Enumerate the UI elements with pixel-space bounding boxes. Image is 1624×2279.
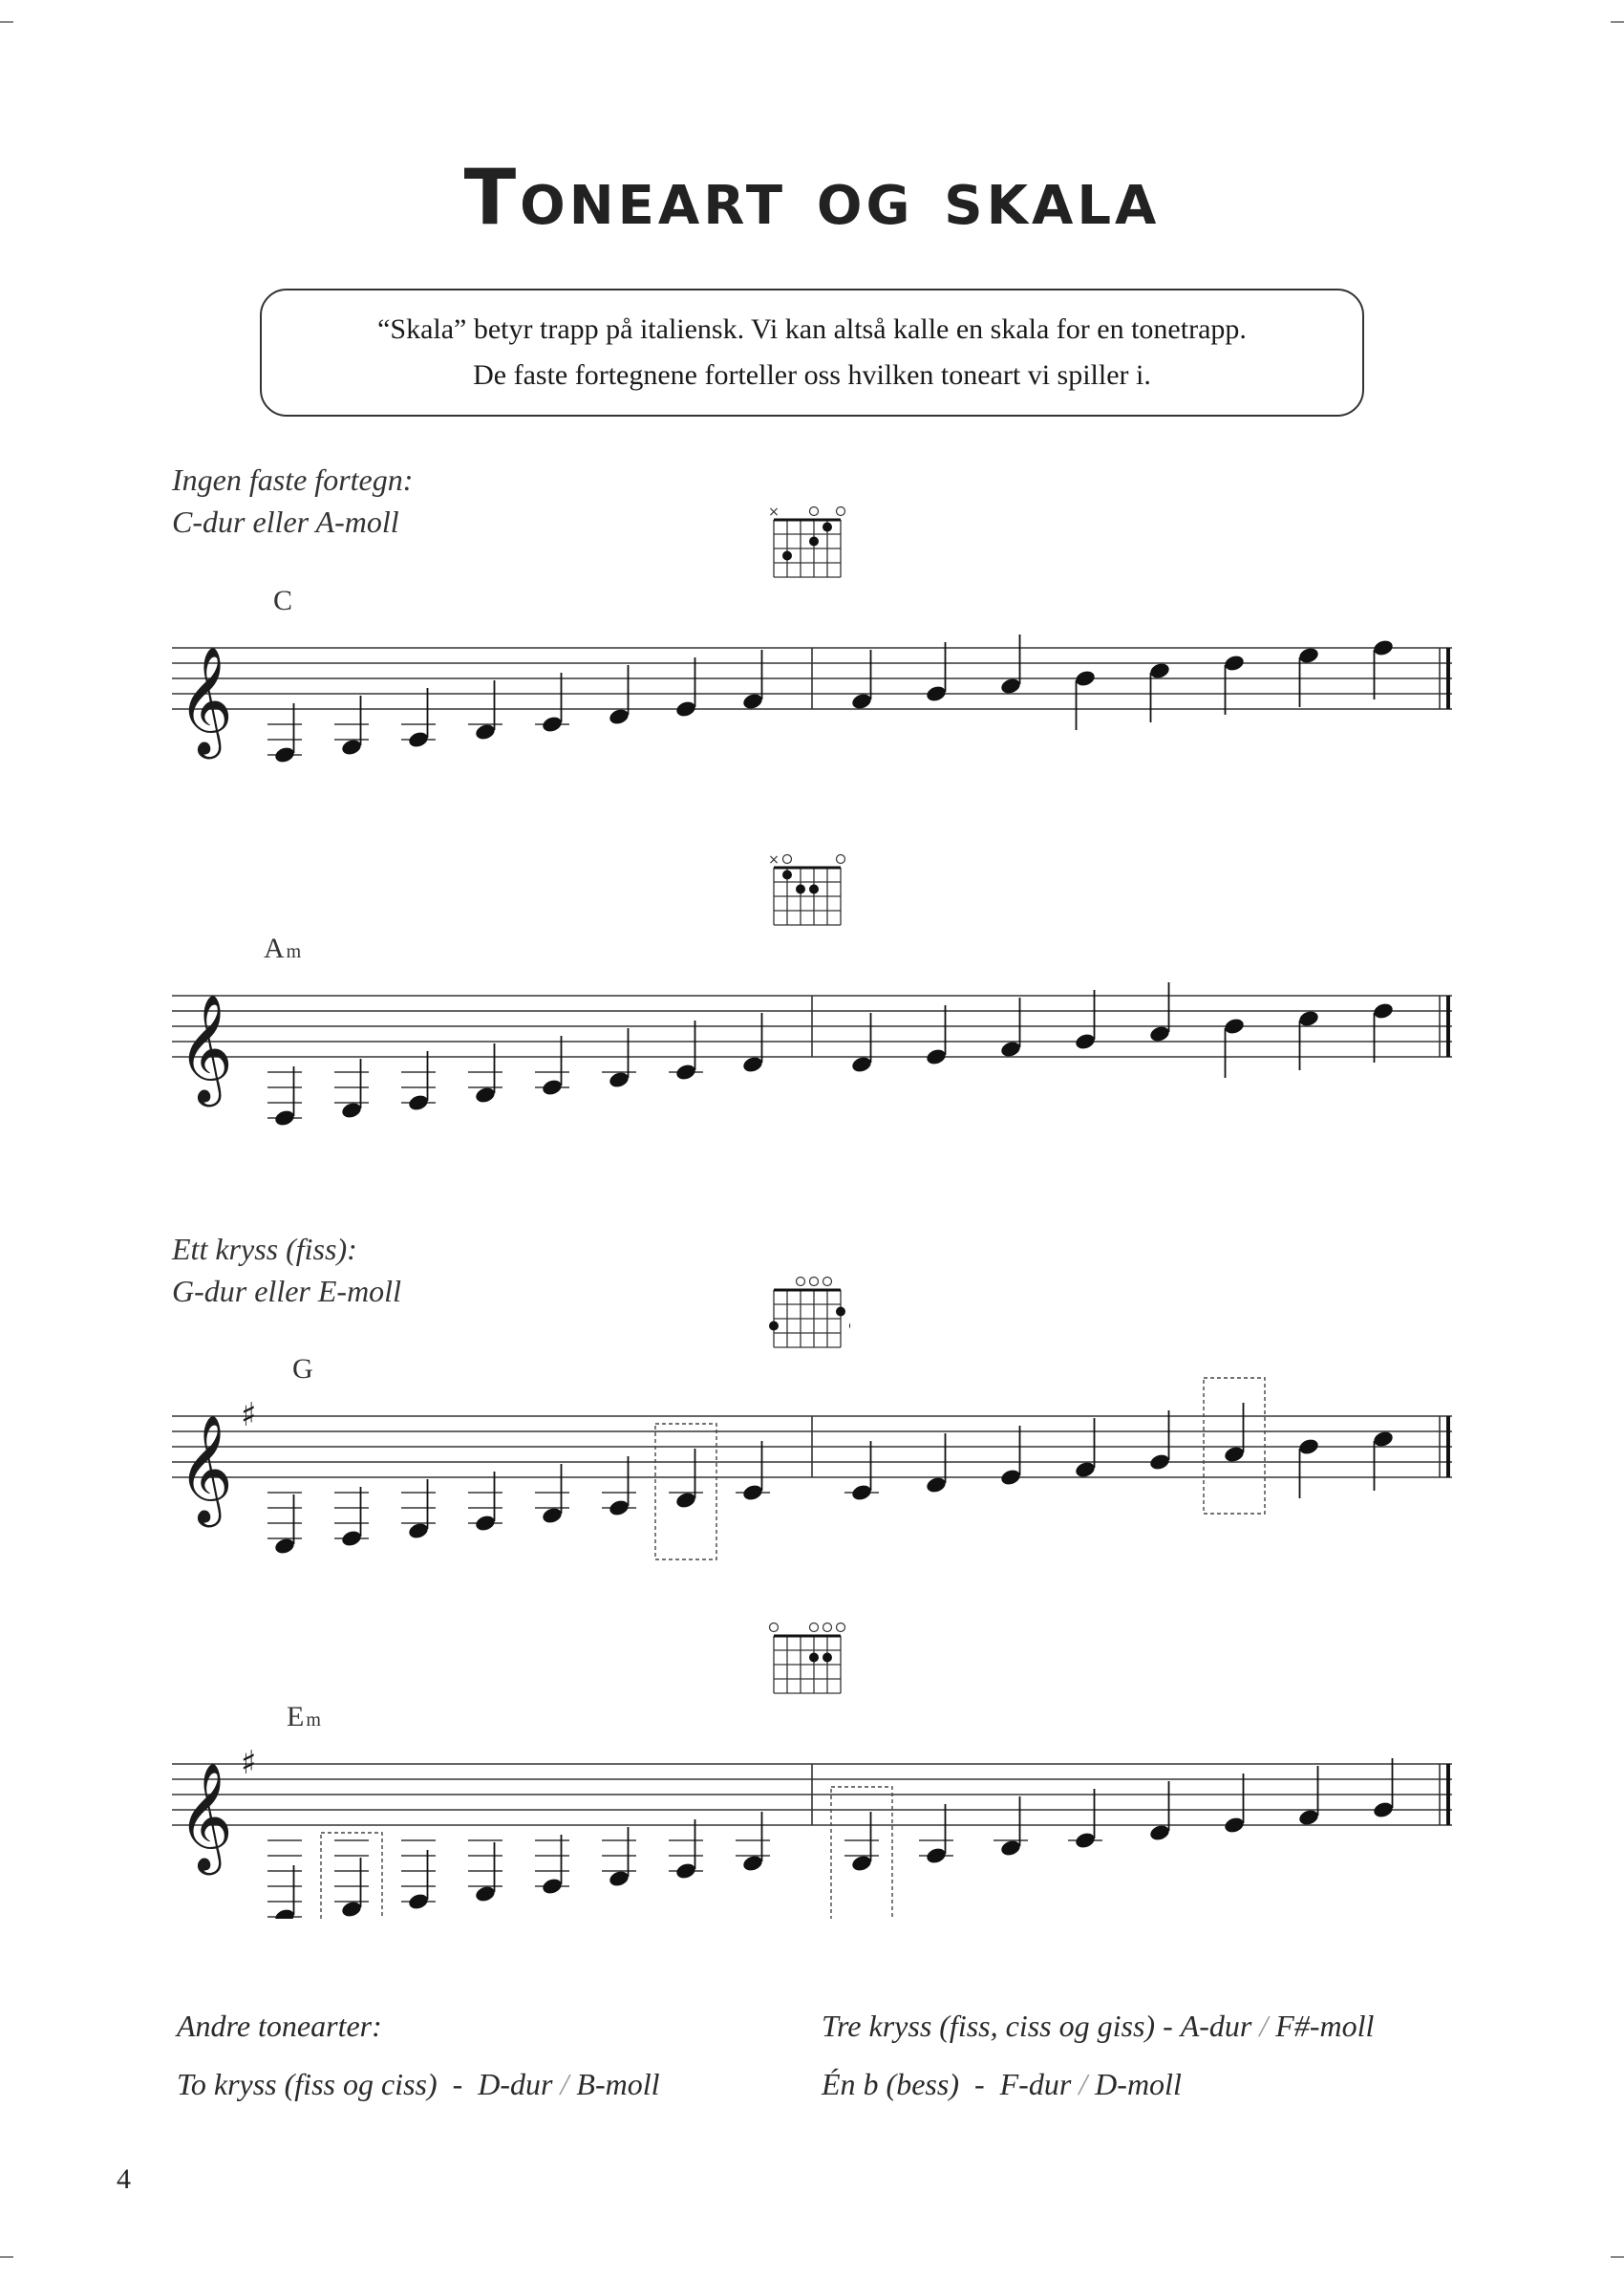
note-head <box>999 1838 1022 1858</box>
note-head <box>608 707 630 726</box>
finger-dot <box>782 551 792 561</box>
finger-dot <box>823 523 832 532</box>
highlight-box <box>831 1787 892 1919</box>
finger-dot <box>849 1322 850 1331</box>
key-sep: - <box>452 2067 463 2101</box>
staff-c-major <box>172 573 1452 803</box>
note-head <box>340 738 363 757</box>
open-string-marker <box>797 1278 805 1286</box>
page-title: Toneart og skala <box>463 153 1161 242</box>
note-head <box>407 1521 430 1540</box>
chord-diagram-em <box>764 1613 850 1699</box>
note-head <box>1297 1808 1320 1827</box>
note-head <box>741 692 764 711</box>
note-head <box>273 745 296 764</box>
open-string-marker <box>823 1278 832 1286</box>
key-major: F-dur <box>999 2067 1072 2101</box>
crop-mark <box>0 2256 13 2258</box>
open-string-marker <box>823 1623 832 1632</box>
section-label <box>172 459 413 543</box>
note-head <box>1074 669 1097 688</box>
note-head <box>340 1101 363 1120</box>
note-head <box>407 1892 430 1911</box>
key-slash: / <box>1259 2009 1269 2043</box>
note-head <box>999 1468 1022 1487</box>
intro-line: “Skala” betyr trapp på italiensk. Vi kan altså kalle en skala for en tonetrapp. <box>377 313 1247 345</box>
note-head <box>407 730 430 749</box>
chord-quality: m <box>306 1709 321 1731</box>
finger-dot <box>782 871 792 880</box>
finger-dot <box>809 537 819 547</box>
treble-clef: 𝄞 <box>178 646 233 755</box>
note-head <box>1297 1009 1320 1028</box>
treble-clef: 𝄞 <box>178 994 233 1103</box>
finger-dot <box>809 885 819 894</box>
note-head <box>1372 1800 1395 1819</box>
finger-dot <box>796 885 805 894</box>
highlight-box <box>1204 1378 1265 1514</box>
chord-quality: m <box>286 941 302 962</box>
note-head <box>474 1086 497 1105</box>
key-major: D-dur <box>478 2067 553 2101</box>
note-head <box>608 1869 630 1888</box>
finger-dot <box>823 1653 832 1663</box>
intro-box <box>260 289 1364 417</box>
note-head <box>925 1846 948 1865</box>
section-label-line: Ett kryss (fiss): <box>172 1232 357 1266</box>
note-head <box>1148 1823 1171 1842</box>
key-desc: Én b (bess) <box>822 2067 959 2101</box>
finger-dot <box>809 1653 819 1663</box>
other-key-one-flat <box>822 2067 1182 2102</box>
chord-root: C <box>273 585 293 616</box>
other-key-three-sharps <box>822 2009 1374 2044</box>
note-head <box>1297 646 1320 665</box>
note-head <box>1372 1430 1395 1449</box>
crop-mark <box>0 21 13 23</box>
staff-e-minor <box>172 1689 1452 1919</box>
note-head <box>340 1529 363 1548</box>
note-head <box>541 1877 564 1896</box>
key-minor: F#-moll <box>1275 2009 1375 2043</box>
chord-root: G <box>292 1353 313 1385</box>
staff-g-major <box>172 1342 1452 1571</box>
note-head <box>541 1506 564 1525</box>
note-head <box>474 722 497 742</box>
note-head <box>541 1078 564 1097</box>
open-string-marker <box>837 507 845 516</box>
chord-diagram-am <box>764 845 850 931</box>
key-major: A-dur <box>1180 2009 1252 2043</box>
other-keys-heading: Andre tonearter: <box>177 2009 382 2043</box>
note-head <box>674 1063 697 1082</box>
section-label-line: G-dur eller E-moll <box>172 1274 401 1308</box>
note-head <box>474 1884 497 1903</box>
note-head <box>608 1070 630 1089</box>
open-string-marker <box>837 1623 845 1632</box>
chord-root: E <box>287 1701 305 1732</box>
note-head <box>925 684 948 703</box>
note-head <box>741 1854 764 1873</box>
note-head <box>1223 1445 1246 1464</box>
note-head <box>1074 1460 1097 1479</box>
note-head <box>850 692 873 711</box>
key-minor: D-moll <box>1095 2067 1182 2101</box>
key-slash: / <box>560 2067 569 2101</box>
note-head <box>850 1483 873 1502</box>
key-desc: To kryss (fiss og ciss) <box>177 2067 438 2101</box>
finger-dot <box>769 1322 779 1331</box>
treble-clef: 𝄞 <box>178 1762 233 1871</box>
note-head <box>273 1108 296 1128</box>
note-head <box>674 1491 697 1510</box>
sharp-sign: ♯ <box>241 1744 257 1782</box>
note-head <box>1297 1437 1320 1456</box>
note-head <box>407 1093 430 1112</box>
intro-line: De faste fortegnene forteller oss hvilken toneart vi spiller i. <box>473 359 1151 391</box>
open-string-marker <box>810 1278 819 1286</box>
note-head <box>1148 1452 1171 1472</box>
note-head <box>674 1861 697 1881</box>
note-head <box>273 1537 296 1556</box>
highlight-box <box>655 1424 716 1559</box>
note-head <box>850 1854 873 1873</box>
note-head <box>925 1047 948 1066</box>
chord-diagram-g <box>764 1267 850 1353</box>
sharp-sign: ♯ <box>241 1396 257 1434</box>
staff-a-minor <box>172 921 1452 1150</box>
note-head <box>1074 1831 1097 1850</box>
key-slash: / <box>1079 2067 1088 2101</box>
open-string-marker <box>783 855 792 864</box>
open-string-marker <box>770 1623 779 1632</box>
note-head <box>1372 1001 1395 1021</box>
other-key-two-sharps <box>177 2067 659 2102</box>
muted-string-marker: × <box>768 505 780 520</box>
note-head <box>340 1900 363 1919</box>
section-label-line: C-dur eller A-moll <box>172 505 399 539</box>
open-string-marker <box>810 507 819 516</box>
crop-mark <box>1611 21 1624 23</box>
note-head <box>925 1475 948 1494</box>
open-string-marker <box>837 855 845 864</box>
note-head <box>1223 1816 1246 1835</box>
note-head <box>273 1907 296 1919</box>
muted-string-marker: × <box>768 852 780 868</box>
chord-root: A <box>264 933 285 964</box>
open-string-marker <box>810 1623 819 1632</box>
chord-diagram-c <box>764 497 850 583</box>
key-minor: B-moll <box>576 2067 660 2101</box>
note-head <box>1148 1024 1171 1043</box>
note-head <box>608 1498 630 1517</box>
note-head <box>1223 654 1246 673</box>
key-sep: - <box>1163 2009 1173 2043</box>
note-head <box>674 699 697 719</box>
note-head <box>1148 661 1171 680</box>
note-head <box>1372 638 1395 657</box>
treble-clef: 𝄞 <box>178 1414 233 1523</box>
note-head <box>999 677 1022 696</box>
section-label-line: Ingen faste fortegn: <box>172 462 414 497</box>
note-head <box>474 1514 497 1533</box>
section-label <box>172 1228 401 1312</box>
note-head <box>741 1483 764 1502</box>
note-head <box>541 715 564 734</box>
note-head <box>850 1055 873 1074</box>
crop-mark <box>1611 2256 1624 2258</box>
page-number: 4 <box>117 2163 131 2195</box>
finger-dot <box>836 1307 845 1317</box>
note-head <box>999 1040 1022 1059</box>
note-head <box>1223 1017 1246 1036</box>
key-desc: Tre kryss (fiss, ciss og giss) <box>822 2009 1156 2043</box>
note-head <box>741 1055 764 1074</box>
key-sep: - <box>973 2067 985 2101</box>
note-head <box>1074 1032 1097 1051</box>
